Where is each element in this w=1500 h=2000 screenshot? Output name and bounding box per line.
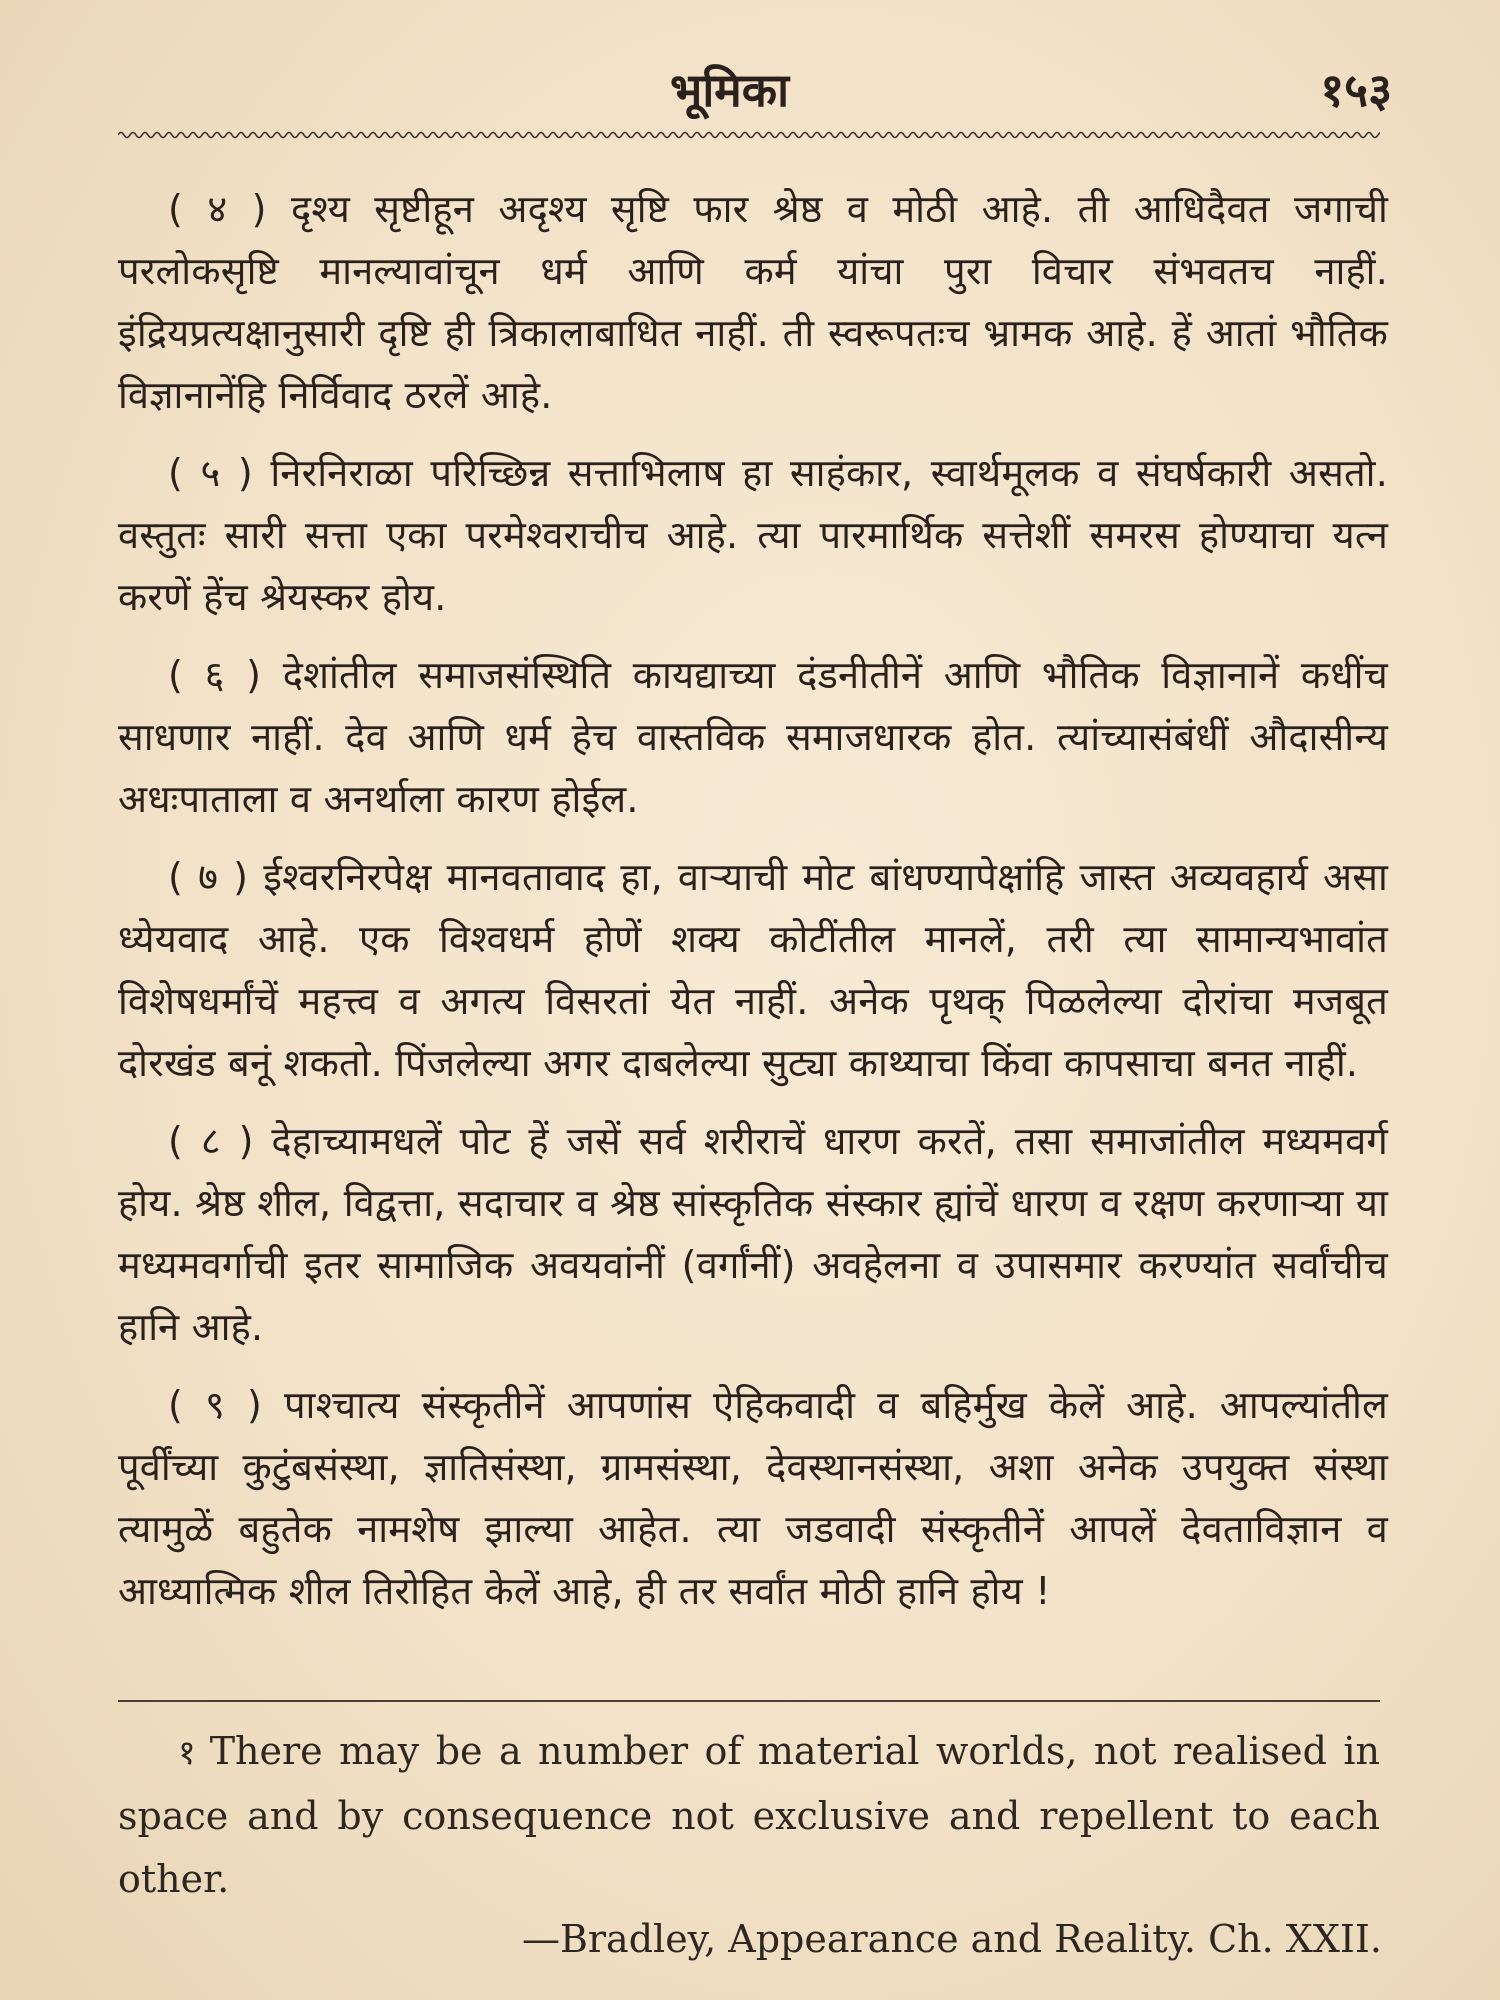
paragraph-6: ( ६ ) देशांतील समाजसंस्थिति कायद्याच्या दंडनीतीनें आणि भौतिक विज्ञानानें कधींच साधणार नाहीं. देव आणि धर्म हेच वास्तविक समाजधारक होत. त्यांच्यासंबंधीं औदासीन्य अधःपाताला व अनर्थाला कारण होईल. bbox=[118, 653, 1388, 821]
footnote-attribution: —Bradley, Appearance and Reality. Ch. XXII. bbox=[521, 1917, 1382, 1961]
paragraph-7: ( ७ ) ईश्वरनिरपेक्ष मानवतावाद हा, वाऱ्याची मोट बांधण्यापेक्षांहि जास्त अव्यवहार्य असा ध्येयवाद आहे. एक विश्वधर्म होणें शक्य कोटींतील मानलें, तरी त्या सामान्यभावांत विशेषधर्मांचें महत्त्व व अगत्य विसरतां येत नाहीं. अनेक पृथक् पिळलेल्या दोरांचा मजबूत दोरखंड बनूं शकतो. पिंजलेल्या अगर दाबलेल्या सुट्या काथ्याचा किंवा कापसाचा बनत नाहीं. bbox=[118, 855, 1388, 1085]
paragraph-8: ( ८ ) देहाच्यामधलें पोट हें जसें सर्व शरीराचें धारण करतें, तसा समाजांतील मध्यमवर्ग होय. श्रेष्ठ शील, विद्वत्ता, सदाचार व श्रेष्ठ सांस्कृतिक संस्कार ह्यांचें धारण व रक्षण करणाऱ्या या मध्यमवर्गाची इतर सामाजिक अवयवांनीं (वर्गांनीं) अवहेलना व उपासमार करण्यांत सर्वांचीच हानि आहे. bbox=[118, 1119, 1388, 1349]
paragraph-9: ( ९ ) पाश्चात्य संस्कृतीनें आपणांस ऐहिकवादी व बहिर्मुख केलें आहे. आपल्यांतील पूर्वींच्या कुटुंबसंस्था, ज्ञातिसंस्था, ग्रामसंस्था, देवस्थानसंस्था, अशा अनेक उपयुक्त संस्था त्यामुळें बहुतेक नामशेष झाल्या आहेत. त्या जडवादी संस्कृतीनें आपलें देवताविज्ञान व आध्यात्मिक शील तिरोहित केलें आहे, ही तर सर्वांत मोठी हानि होय ! bbox=[118, 1383, 1388, 1613]
paragraph-5: ( ५ ) निरनिराळा परिच्छिन्न सत्ताभिलाष हा साहंकार, स्वार्थमूलक व संघर्षकारी असतो. वस्तुतः सारी सत्ता एका परमेश्वराचीच आहे. त्या पारमार्थिक सत्तेशीं समरस होण्याचा यत्न करणें हेंच श्रेयस्कर होय. bbox=[118, 451, 1388, 619]
main-text bbox=[118, 178, 1388, 1638]
footnote-divider bbox=[118, 1700, 1380, 1702]
footnote bbox=[118, 1720, 1380, 1911]
footnote-marker: १ bbox=[178, 1733, 196, 1773]
footnote-text: There may be a number of material worlds, not realised in space and by consequence not exclusive and repellent to each other. bbox=[118, 1729, 1380, 1901]
wavy-header-rule bbox=[118, 128, 1380, 142]
page-header bbox=[0, 58, 1500, 138]
page-number: १५३ bbox=[1320, 63, 1392, 117]
paragraph-4: ( ४ ) दृश्य सृष्टीहून अदृश्य सृष्टि फार श्रेष्ठ व मोठी आहे. ती आधिदैवत जगाची परलोकसृष्टि मानल्यावांचून धर्म आणि कर्म यांचा पुरा विचार संभवतच नाहीं. इंद्रियप्रत्यक्षानुसारी दृष्टि ही त्रिकालाबाधित नाहीं. ती स्वरूपतःच भ्रामक आहे. हें आतां भौतिक विज्ञानानेंहि निर्विवाद ठरलें आहे. bbox=[118, 187, 1388, 417]
running-title: भूमिका bbox=[670, 63, 790, 117]
